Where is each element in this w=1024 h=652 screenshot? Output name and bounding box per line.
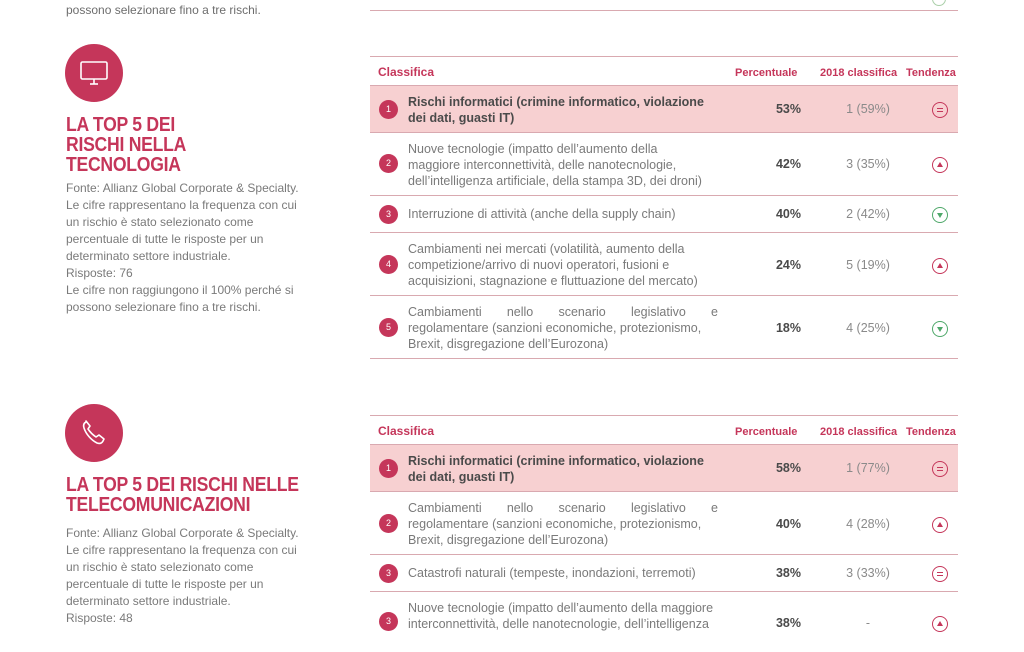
source-line: Le cifre rappresentano la frequenza con cui xyxy=(66,198,297,212)
trend-equal-icon xyxy=(932,566,948,582)
risk-description xyxy=(408,565,718,581)
desc-line: maggiore interconnettività, delle nanotecnologie, xyxy=(408,158,677,172)
desc-line: Rischi informatici (crimine informatico, violazione xyxy=(408,95,704,109)
risk-table-telecom xyxy=(370,415,958,652)
rank-badge: 4 xyxy=(379,255,398,274)
table-row xyxy=(370,492,958,555)
source-note-telecom xyxy=(66,525,326,627)
risk-description xyxy=(408,206,718,222)
percent-value: 58% xyxy=(775,461,801,475)
rank-2018: - xyxy=(865,616,871,630)
rank-badge: 5 xyxy=(379,318,398,337)
desc-line: Cambiamenti nei mercati (volatilità, aumento della xyxy=(408,242,685,256)
trend-equal-icon xyxy=(932,102,948,118)
header-percentuale: Percentuale xyxy=(735,67,798,79)
source-line: percentuale di tutte le risposte per un xyxy=(66,577,264,591)
title-line: LA TOP 5 DEI RISCHI NELLE xyxy=(66,474,299,496)
table-row xyxy=(370,296,958,359)
source-line: Le cifre rappresentano la frequenza con cui xyxy=(66,543,297,557)
percent-value: 40% xyxy=(775,517,801,531)
trend-up-icon xyxy=(932,157,948,173)
percent-value: 42% xyxy=(775,157,801,171)
title-line: LA TOP 5 DEI xyxy=(66,114,175,136)
rank-2018: 1 (59%) xyxy=(846,102,890,116)
source-line: Le cifre non raggiungono il 100% perché si xyxy=(66,283,294,297)
desc-line: dei dati, guasti IT) xyxy=(408,470,515,484)
desc-line: interconnettività, delle nanotecnologie, dell’intelligenza xyxy=(408,617,709,631)
table-row xyxy=(370,555,958,592)
table-row xyxy=(370,86,958,133)
source-line: percentuale di tutte le risposte per un xyxy=(66,232,264,246)
source-note-tech xyxy=(66,180,326,316)
rank-badge: 3 xyxy=(379,205,398,224)
source-line: determinato settore industriale. xyxy=(66,594,231,608)
rank-badge: 1 xyxy=(379,459,398,478)
header-tendenza: Tendenza xyxy=(906,426,956,438)
trend-up-icon xyxy=(932,258,948,274)
header-percentuale: Percentuale xyxy=(735,426,798,438)
source-line: un rischio è stato selezionato come xyxy=(66,560,254,574)
rank-badge: 3 xyxy=(379,612,398,631)
desc-line: Catastrofi naturali (tempeste, inondazioni, terremoti) xyxy=(408,566,696,580)
trend-up-icon xyxy=(932,616,948,632)
rank-badge: 1 xyxy=(379,100,398,119)
desc-line: Nuove tecnologie (impatto dell’aumento della xyxy=(408,142,658,156)
desc-line: dell’intelligenza artificiale, della stampa 3D, dei droni) xyxy=(408,174,702,188)
risk-table-tech xyxy=(370,56,958,359)
table-row xyxy=(370,445,958,492)
desc-line: competizione/arrivo di nuovi operatori, fusioni e xyxy=(408,258,670,272)
percent-value: 53% xyxy=(775,102,801,116)
title-line: RISCHI NELLA xyxy=(66,134,187,156)
source-line: Fonte: Allianz Global Corporate & Specialty. xyxy=(66,526,299,540)
rank-2018: 1 (77%) xyxy=(846,461,890,475)
rank-2018: 5 (19%) xyxy=(846,258,890,272)
phone-icon xyxy=(65,404,123,462)
desc-line: Nuove tecnologie (impatto dell’aumento della maggiore xyxy=(408,601,714,615)
trend-icon xyxy=(932,0,946,6)
table-row xyxy=(370,233,958,296)
section-title-telecom xyxy=(66,475,299,515)
rank-2018: 2 (42%) xyxy=(846,207,890,221)
rank-badge: 2 xyxy=(379,154,398,173)
trend-up-icon xyxy=(932,517,948,533)
desc-line: Interruzione di attività (anche della supply chain) xyxy=(408,207,676,221)
desc-line: Brexit, disgregazione dell’Eurozona) xyxy=(408,533,609,547)
risk-description xyxy=(408,241,718,289)
risk-description xyxy=(408,600,738,632)
percent-value: 38% xyxy=(775,566,801,580)
desc-line: regolamentare (sanzioni economiche, protezionismo, xyxy=(408,321,702,335)
desc-line: dei dati, guasti IT) xyxy=(408,111,515,125)
table-row xyxy=(370,592,958,652)
source-line: Fonte: Allianz Global Corporate & Specialty. xyxy=(66,181,299,195)
monitor-icon xyxy=(65,44,123,102)
risk-description xyxy=(408,500,718,548)
rank-2018: 4 (25%) xyxy=(846,321,890,335)
table-row xyxy=(370,133,958,196)
desc-line: Cambiamenti nello scenario legislativo e xyxy=(408,501,718,515)
risk-description xyxy=(408,94,718,126)
title-line: TELECOMUNICAZIONI xyxy=(66,494,251,516)
header-2018: 2018 classifica xyxy=(820,426,898,438)
percent-value: 18% xyxy=(775,321,801,335)
percent-value: 24% xyxy=(775,258,801,272)
percent-value: 38% xyxy=(775,616,801,630)
source-line: possono selezionare fino a tre rischi. xyxy=(66,300,261,314)
desc-line: Brexit, disgregazione dell’Eurozona) xyxy=(408,337,609,351)
header-2018: 2018 classifica xyxy=(820,67,898,79)
header-classifica: Classifica xyxy=(378,65,435,79)
desc-line: acquisizioni, stagnazione e fluttuazione del mercato) xyxy=(408,274,698,288)
source-line: Risposte: 48 xyxy=(66,611,133,625)
trend-equal-icon xyxy=(932,461,948,477)
rank-badge: 2 xyxy=(379,514,398,533)
trend-down-icon xyxy=(932,207,948,223)
risk-description xyxy=(408,304,718,352)
table-row xyxy=(370,196,958,233)
note-line: possono selezionare fino a tre rischi. xyxy=(66,3,261,17)
rank-2018: 3 (35%) xyxy=(846,157,890,171)
rank-2018: 4 (28%) xyxy=(846,517,890,531)
title-line: TECNOLOGIA xyxy=(66,154,181,176)
source-line: Risposte: 76 xyxy=(66,266,133,280)
header-tendenza: Tendenza xyxy=(906,67,956,79)
desc-line: Cambiamenti nello scenario legislativo e xyxy=(408,305,718,319)
divider xyxy=(370,10,958,11)
desc-line: regolamentare (sanzioni economiche, protezionismo, xyxy=(408,517,702,531)
table-header xyxy=(370,415,958,445)
rank-2018: 3 (33%) xyxy=(846,566,890,580)
desc-line: Rischi informatici (crimine informatico, violazione xyxy=(408,454,704,468)
section-title-tech xyxy=(66,115,186,175)
percent-value: 40% xyxy=(775,207,801,221)
risk-description xyxy=(408,453,718,485)
trend-down-icon xyxy=(932,321,948,337)
rank-badge: 3 xyxy=(379,564,398,583)
risk-description xyxy=(408,141,718,189)
source-line: determinato settore industriale. xyxy=(66,249,231,263)
table-header xyxy=(370,56,958,86)
source-line: un rischio è stato selezionato come xyxy=(66,215,254,229)
header-classifica: Classifica xyxy=(378,424,435,438)
